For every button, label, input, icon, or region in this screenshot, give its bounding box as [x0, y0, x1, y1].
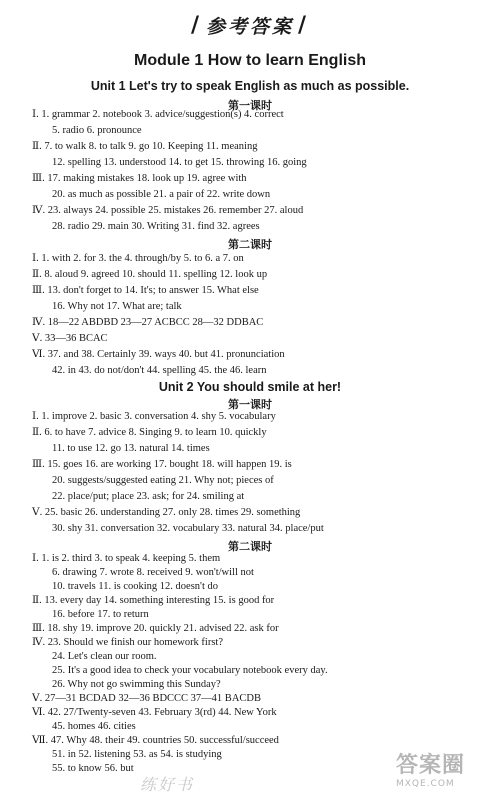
unit2-lesson2-title: 第二课时	[228, 540, 272, 553]
answer-line: Ⅱ. 13. every day 14. something interesting 15. is good for	[32, 595, 275, 606]
answer-line: Ⅳ. 23. always 24. possible 25. mistakes 26. remember 27. aloud	[32, 205, 304, 216]
site-watermark	[396, 748, 492, 790]
answer-line: Ⅰ. 1. grammar 2. notebook 3. advice/suggestion(s) 4. correct	[32, 109, 284, 120]
answer-line: Ⅰ. 1. with 2. for 3. the 4. through/by 5. to 6. a 7. on	[32, 253, 244, 264]
answer-line: 20. suggests/suggested eating 21. Why not; pieces of	[52, 475, 274, 486]
answer-line: 24. Let's clean our room.	[52, 651, 157, 662]
banner-slash-right: /	[298, 12, 310, 38]
module-title: Module 1 How to learn English	[133, 52, 366, 69]
answer-line: 16. before 17. to return	[52, 609, 149, 620]
answer-line: Ⅲ. 17. making mistakes 18. look up 19. agree with	[32, 173, 247, 184]
answer-line: 42. in 43. do not/don't 44. spelling 45. the 46. learn	[52, 365, 267, 376]
unit2-lesson1-title: 第一课时	[228, 398, 272, 411]
answer-line: Ⅲ. 13. don't forget to 14. It's; to answer 15. What else	[32, 285, 259, 296]
answer-line: 28. radio 29. main 30. Writing 31. find 32. agrees	[52, 221, 260, 232]
unit1-lesson2-title: 第二课时	[228, 238, 272, 251]
answer-line: Ⅰ. 1. is 2. third 3. to speak 4. keeping 5. them	[32, 553, 221, 564]
watermark-url: MXQE.COM	[396, 779, 455, 789]
answer-line: Ⅵ. 42. 27/Twenty-seven 43. February 3(rd) 44. New York	[32, 707, 277, 718]
banner-title: 参考答案	[205, 15, 294, 38]
answer-line: 16. Why not 17. What are; talk	[52, 301, 182, 312]
answer-line: 30. shy 31. conversation 32. vocabulary 33. natural 34. place/put	[52, 523, 324, 534]
answer-line: 6. drawing 7. wrote 8. received 9. won't/will not	[52, 567, 254, 578]
banner-slash-left: /	[190, 12, 202, 38]
answer-line: Ⅴ. 25. basic 26. understanding 27. only 28. times 29. something	[32, 507, 301, 518]
answer-line: Ⅴ. 33—36 BCAC	[32, 333, 108, 344]
answer-line: Ⅱ. 8. aloud 9. agreed 10. should 11. spelling 12. look up	[32, 269, 268, 280]
answer-line: 22. place/put; place 23. ask; for 24. smiling at	[52, 491, 245, 502]
answer-line: 26. Why not go swimming this Sunday?	[52, 679, 221, 690]
answer-line: Ⅲ. 15. goes 16. are working 17. bought 18. will happen 19. is	[32, 459, 292, 470]
answer-line: Ⅰ. 1. improve 2. basic 3. conversation 4. shy 5. vocabulary	[32, 411, 276, 422]
answer-line: Ⅳ. 18—22 ABDBD 23—27 ACBCC 28—32 DDBAC	[32, 317, 264, 328]
faded-stamp: 练好书	[140, 775, 195, 794]
answer-line: 25. It's a good idea to check your vocabulary notebook every day.	[52, 665, 328, 676]
answer-line: Ⅶ. 47. Why 48. their 49. countries 50. successful/succeed	[32, 735, 279, 746]
answer-line: Ⅱ. 6. to have 7. advice 8. Singing 9. to learn 10. quickly	[32, 427, 267, 438]
answer-line: 11. to use 12. go 13. natural 14. times	[52, 443, 210, 454]
unit1-lesson1-title: 第一课时	[228, 99, 272, 112]
answer-line: 12. spelling 13. understood 14. to get 15. throwing 16. going	[52, 157, 307, 168]
answer-line: Ⅵ. 37. and 38. Certainly 39. ways 40. but 41. pronunciation	[32, 349, 285, 360]
answer-line: Ⅲ. 18. shy 19. improve 20. quickly 21. advised 22. ask for	[32, 623, 279, 634]
answer-line: Ⅱ. 7. to walk 8. to talk 9. go 10. Keeping 11. meaning	[32, 141, 258, 152]
answer-line: 51. in 52. listening 53. as 54. is studying	[52, 749, 222, 760]
answer-line: Ⅴ. 27—31 BCDAD 32—36 BDCCC 37—41 BACDB	[32, 693, 261, 704]
answer-line: 10. travels 11. is cooking 12. doesn't do	[52, 581, 218, 592]
unit1-title: Unit 1 Let's try to speak English as much as possible.	[90, 79, 410, 93]
answer-line: 45. homes 46. cities	[52, 721, 136, 732]
answer-line: 20. as much as possible 21. a pair of 22. write down	[52, 189, 271, 200]
unit2-title: Unit 2 You should smile at her!	[158, 380, 342, 394]
answer-line: Ⅳ. 23. Should we finish our homework first?	[32, 637, 224, 648]
answer-line: 55. to know 56. but	[52, 763, 134, 774]
answer-banner	[170, 12, 330, 38]
answer-line: 5. radio 6. pronounce	[52, 125, 142, 136]
watermark-title: 答案圈	[396, 753, 466, 778]
